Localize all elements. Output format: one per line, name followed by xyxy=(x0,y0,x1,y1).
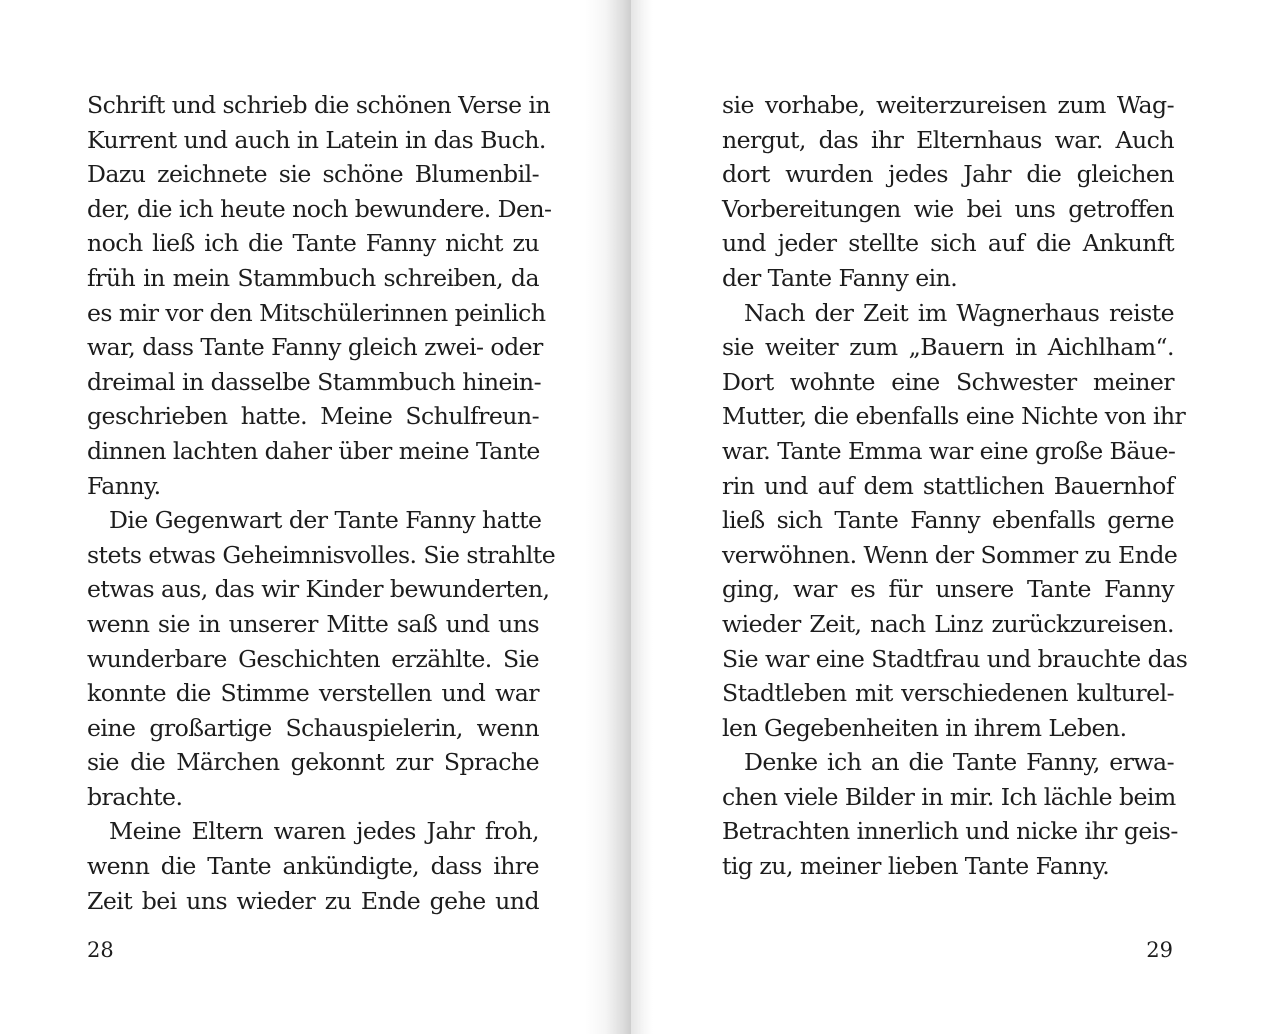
gutter-shadow xyxy=(585,0,631,1034)
text-line: war, dass Tante Fanny gleich zwei- oder xyxy=(87,333,543,362)
text-line: Betrachten innerlich und nicke ihr geis- xyxy=(722,817,1178,846)
left-page-text xyxy=(87,88,556,918)
text-line: tig zu, meiner lieben Tante Fanny. xyxy=(722,852,1110,881)
text-line: brachte. xyxy=(87,782,183,811)
text-line: Nach der Zeit im Wagnerhaus reiste xyxy=(744,298,1174,327)
text-line: Dazu zeichnete sie schöne Blumenbil- xyxy=(87,160,539,189)
text-line: wenn die Tante ankündigte, dass ihre xyxy=(87,852,539,881)
text-line: Denke ich an die Tante Fanny, erwa- xyxy=(744,748,1174,777)
text-line: wieder Zeit, nach Linz zurückzureisen. xyxy=(722,609,1174,638)
text-line: sie vorhabe, weiterzureisen zum Wag- xyxy=(722,91,1174,119)
text-line: konnte die Stimme verstellen und war xyxy=(87,679,539,708)
text-line: wenn sie in unserer Mitte saß und uns xyxy=(87,609,539,638)
text-line: Vorbereitungen wie bei uns getroffen xyxy=(722,194,1174,223)
text-line: Kurrent und auch in Latein in das Buch. xyxy=(87,125,546,154)
right-page xyxy=(631,0,1262,1034)
text-line: len Gegebenheiten in ihrem Leben. xyxy=(722,713,1127,742)
text-line: war. Tante Emma war eine große Bäue- xyxy=(722,436,1176,465)
text-line: der, die ich heute noch bewundere. Den- xyxy=(87,194,552,223)
text-line: verwöhnen. Wenn der Sommer zu Ende xyxy=(722,540,1178,569)
text-line: es mir vor den Mitschülerinnen peinlich xyxy=(87,298,546,327)
text-line: Dort wohnte eine Schwester meiner xyxy=(722,367,1174,396)
gutter-shadow xyxy=(631,0,653,1034)
text-line: rin und auf dem stattlichen Bauernhof xyxy=(722,471,1174,500)
text-line: noch ließ ich die Tante Fanny nicht zu xyxy=(87,229,539,258)
text-line: Mutter, die ebenfalls eine Nichte von ihr xyxy=(722,402,1186,431)
text-line: Zeit bei uns wieder zu Ende gehe und xyxy=(87,886,539,915)
text-line: eine großartige Schauspielerin, wenn xyxy=(87,713,539,742)
text-line: und jeder stellte sich auf die Ankunft xyxy=(722,229,1174,258)
text-line: etwas aus, das wir Kinder bewunderten, xyxy=(87,575,550,604)
text-line: Stadtleben mit verschiedenen kulturel- xyxy=(722,679,1174,708)
text-line: dort wurden jedes Jahr die gleichen xyxy=(722,160,1174,189)
page-number: 28 xyxy=(87,938,114,962)
text-line: dreimal in dasselbe Stammbuch hinein- xyxy=(87,367,542,396)
text-line: Fanny. xyxy=(87,471,161,500)
text-line: wunderbare Geschichten erzählte. Sie xyxy=(87,644,539,673)
text-line: sie weiter zum „Bauern in Aichlham“. xyxy=(722,333,1174,362)
page-number: 29 xyxy=(1146,938,1173,962)
text-line: stets etwas Geheimnisvolles. Sie strahlte xyxy=(87,540,556,569)
text-line: Die Gegenwart der Tante Fanny hatte xyxy=(109,506,542,535)
text-line: ging, war es für unsere Tante Fanny xyxy=(722,575,1174,604)
right-page-text xyxy=(722,88,1188,884)
text-line: geschrieben hatte. Meine Schulfreun- xyxy=(87,402,539,431)
text-line: chen viele Bilder in mir. Ich lächle beim xyxy=(722,782,1176,811)
text-line: Schrift und schrieb die schönen Verse in xyxy=(87,91,551,119)
text-line: der Tante Fanny ein. xyxy=(722,263,958,292)
text-line: nergut, das ihr Elternhaus war. Auch xyxy=(722,125,1174,154)
text-line: sie die Märchen gekonnt zur Sprache xyxy=(87,748,539,777)
text-line: ließ sich Tante Fanny ebenfalls gerne xyxy=(722,506,1174,535)
text-line: Sie war eine Stadtfrau und brauchte das xyxy=(722,644,1188,673)
text-line: dinnen lachten daher über meine Tante xyxy=(87,436,540,465)
text-line: früh in mein Stammbuch schreiben, da xyxy=(87,263,539,292)
text-line: Meine Eltern waren jedes Jahr froh, xyxy=(109,817,539,846)
